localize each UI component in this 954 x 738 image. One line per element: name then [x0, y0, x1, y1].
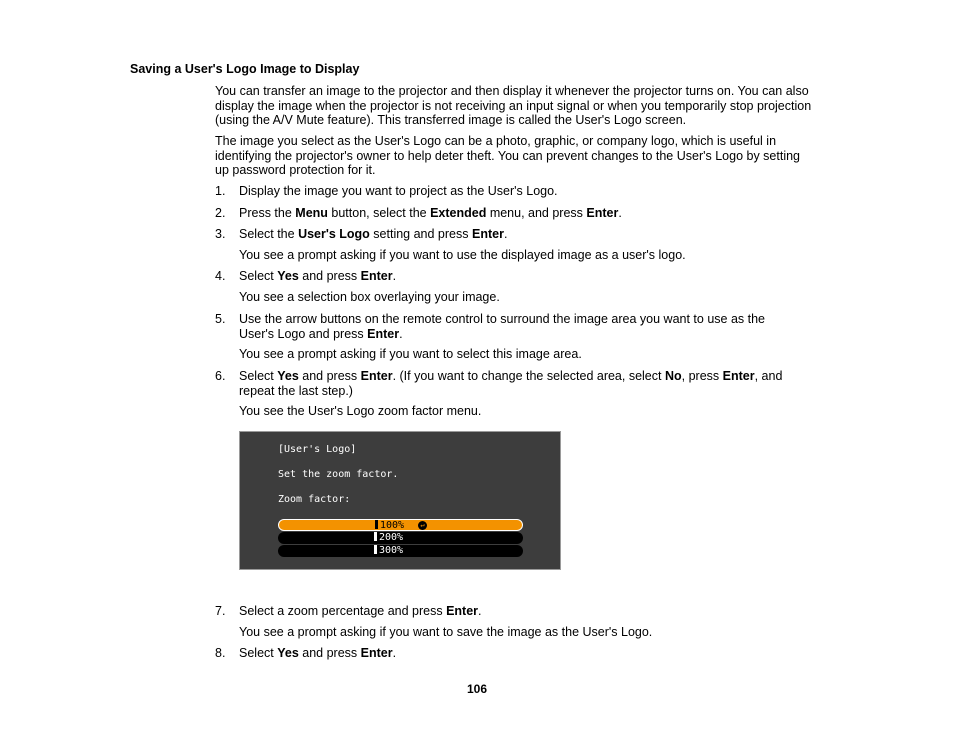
step-number: 7. — [215, 604, 226, 618]
step-text: Select Yes and press Enter. (If you want to change the selected area, select No, press Enter, and repeat the last step.) — [239, 369, 783, 398]
page-number: 106 — [466, 682, 488, 696]
enter-icon: ↵ — [418, 521, 427, 530]
step-5-result: You see a prompt asking if you want to select this image area. — [239, 347, 582, 361]
step-text: Select the User's Logo setting and press Enter. — [239, 227, 508, 241]
zoom-option-300[interactable]: 300% — [278, 545, 523, 557]
step-text: Select Yes and press Enter. — [239, 646, 397, 660]
step-text: Press the Menu button, select the Extended menu, and press Enter. — [239, 206, 622, 220]
step-number: 5. — [215, 312, 226, 326]
zoom-option-200[interactable]: 200% — [278, 532, 523, 544]
osd-label: Zoom factor: — [278, 494, 351, 505]
zoom-option-100[interactable]: 100% ↵ — [278, 519, 523, 531]
intro-paragraph-2: The image you select as the User's Logo can be a photo, graphic, or company logo, which is useful in identifying the projector's owner to help deter theft. You can prevent changes to the User's Logo by setting up password protection for it. — [215, 134, 801, 177]
step-text: Select a zoom percentage and press Enter. — [239, 604, 482, 618]
step-3-result: You see a prompt asking if you want to use the displayed image as a user's logo. — [239, 248, 686, 262]
option-bar-icon — [374, 532, 377, 541]
step-4-result: You see a selection box overlaying your image. — [239, 290, 500, 304]
step-text: Display the image you want to project as the User's Logo. — [239, 184, 558, 198]
osd-title: [User's Logo] — [278, 444, 357, 455]
step-number: 1. — [215, 184, 226, 198]
step-text: Select Yes and press Enter. — [239, 269, 397, 283]
step-text: Use the arrow buttons on the remote control to surround the image area you want to use as the User's Logo and press Enter. — [239, 312, 765, 341]
osd-prompt: Set the zoom factor. — [278, 469, 399, 480]
step-number: 3. — [215, 227, 226, 241]
step-7-result: You see a prompt asking if you want to save the image as the User's Logo. — [239, 625, 653, 639]
section-heading: Saving a User's Logo Image to Display — [130, 62, 360, 76]
step-6-result: You see the User's Logo zoom factor menu. — [239, 404, 482, 418]
step-number: 6. — [215, 369, 226, 383]
option-bar-icon — [375, 520, 378, 529]
step-number: 4. — [215, 269, 226, 283]
option-bar-icon — [374, 545, 377, 554]
intro-paragraph-1: You can transfer an image to the projector and then display it whenever the projector turns on. You can also display the image when the projector is not receiving an input signal or when you temporarily stop projection (using the A/V Mute feature). This transferred image is called the User's Logo screen. — [215, 84, 812, 127]
zoom-factor-menu-screenshot — [239, 431, 561, 570]
step-number: 2. — [215, 206, 226, 220]
step-number: 8. — [215, 646, 226, 660]
